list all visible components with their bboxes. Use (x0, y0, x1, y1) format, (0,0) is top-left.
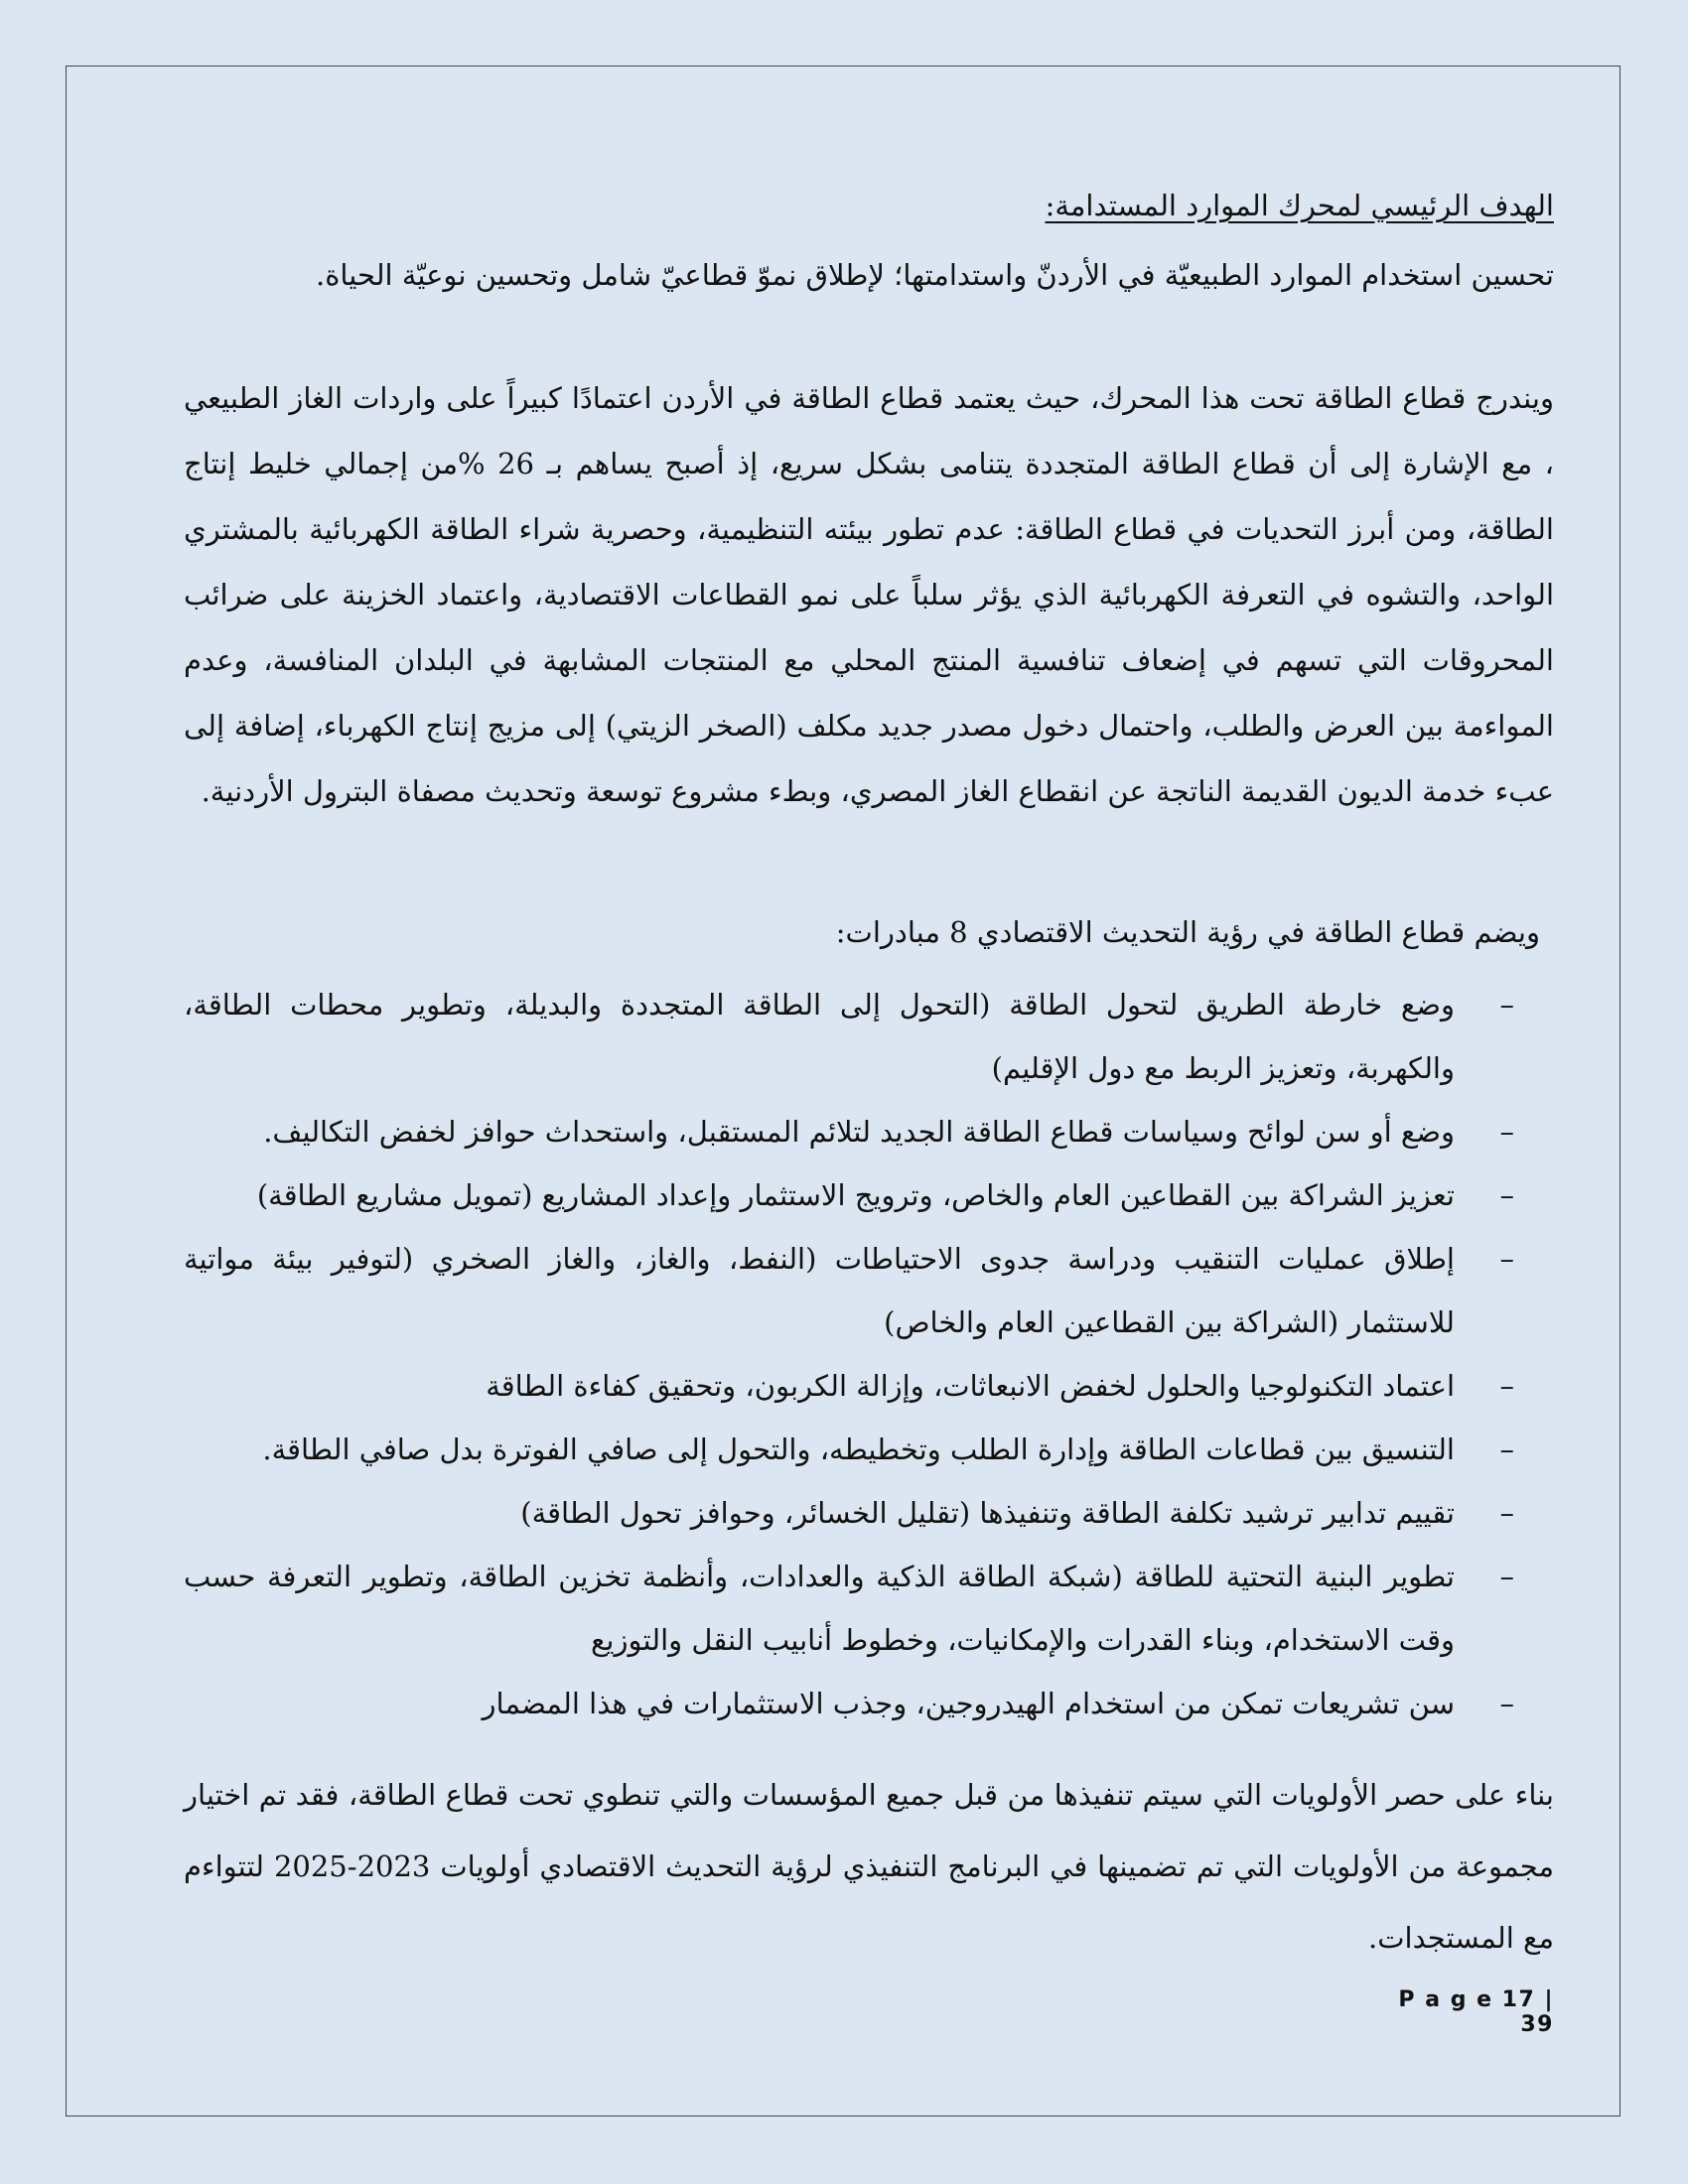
initiatives-title: ويضم قطاع الطاقة في رؤية التحديث الاقتصادي 8 مبادرات: (835, 915, 1540, 949)
list-item: – وضع أو سن لوائح وسياسات قطاع الطاقة الجديد لتلائم المستقبل، واستحداث حوافز لخفض التكاليف. (184, 1100, 1554, 1163)
list-item: – التنسيق بين قطاعات الطاقة وإدارة الطلب وتخطيطه، والتحول إلى صافي الفوترة بدل صافي الطاقة. (184, 1418, 1554, 1481)
list-item: – اعتماد التكنولوجيا والحلول لخفض الانبعاثات، وإزالة الكربون، وتحقيق كفاءة الطاقة (184, 1354, 1554, 1418)
energy-sector-paragraph: ويندرج قطاع الطاقة تحت هذا المحرك، حيث يعتمد قطاع الطاقة في الأردن اعتمادًا كبيراً على واردات الغاز الطبيعي ، مع الإشارة إلى أن قطاع الطاقة المتجددة يتنامى بشكل سريع، إذ أصبح يساهم بـ 26 %من إجمالي خليط إنتاج الطاقة، ومن أبرز التحديات في قطاع الطاقة: عدم تطور بيئته التنظيمية، وحصرية شراء الطاقة الكهربائية بالمشتري الواحد، والتشوه في التعرفة الكهربائية الذي يؤثر سلباً على نمو القطاعات الاقتصادية، واعتماد الخزينة على ضرائب المحروقات التي تسهم في إضعاف تنافسية المنتج المحلي مع المنتجات المشابهة في البلدان المنافسة، وعدم المواءمة بين العرض والطلب، واحتمال دخول مصدر جديد مكلف (الصخر الزيتي) إلى مزيج إنتاج الكهرباء، إضافة إلى عبء خدمة الديون القديمة الناتجة عن انقطاع الغاز المصري، وبطء مشروع توسعة وتحديث مصفاة البترول الأردنية. (184, 381, 1555, 808)
section-heading: الهدف الرئيسي لمحرك الموارد المستدامة: (1045, 189, 1554, 222)
conclusion-paragraph: بناء على حصر الأولويات التي سيتم تنفيذها من قبل جميع المؤسسات والتي تنطوي تحت قطاع الطاقة، فقد تم اختيار مجموعة من الأولويات التي تم تضمينها في البرنامج التنفيذي لرؤية التحديث الاقتصادي أولويات 2023-2025 لتتواءم مع المستجدات. (184, 1778, 1554, 1955)
page-number: P a g e 17 | 39 (1398, 1987, 1554, 2037)
intro-text: تحسين استخدام الموارد الطبيعيّة في الأردنّ واستدامتها؛ لإطلاق نموّ قطاعيّ شامل وتحسين نوعيّة الحياة. (315, 258, 1554, 292)
list-item: – تعزيز الشراكة بين القطاعين العام والخاص، وترويج الاستثمار وإعداد المشاريع (تمويل مشاريع الطاقة) (184, 1163, 1554, 1227)
list-item: – سن تشريعات تمكن من استخدام الهيدروجين، وجذب الاستثمارات في هذا المضمار (184, 1672, 1554, 1735)
list-item: – تقييم تدابير ترشيد تكلفة الطاقة وتنفيذها (تقليل الخسائر، وحوافز تحول الطاقة) (184, 1481, 1554, 1545)
list-item: – وضع خارطة الطريق لتحول الطاقة (التحول إلى الطاقة المتجددة والبديلة، وتطوير محطات الطاقة، والكهربة، وتعزيز الربط مع دول الإقليم) (184, 973, 1554, 1100)
initiatives-list (184, 973, 1554, 1735)
list-item: – تطوير البنية التحتية للطاقة (شبكة الطاقة الذكية والعدادات، وأنظمة تخزين الطاقة، وتطوير التعرفة حسب وقت الاستخدام، وبناء القدرات والإمكانيات، وخطوط أنابيب النقل والتوزيع (184, 1545, 1554, 1672)
list-item: – إطلاق عمليات التنقيب ودراسة جدوى الاحتياطات (النفط، والغاز، والغاز الصخري (لتوفير بيئة مواتية للاستثمار (الشراكة بين القطاعين العام والخاص) (184, 1227, 1554, 1354)
